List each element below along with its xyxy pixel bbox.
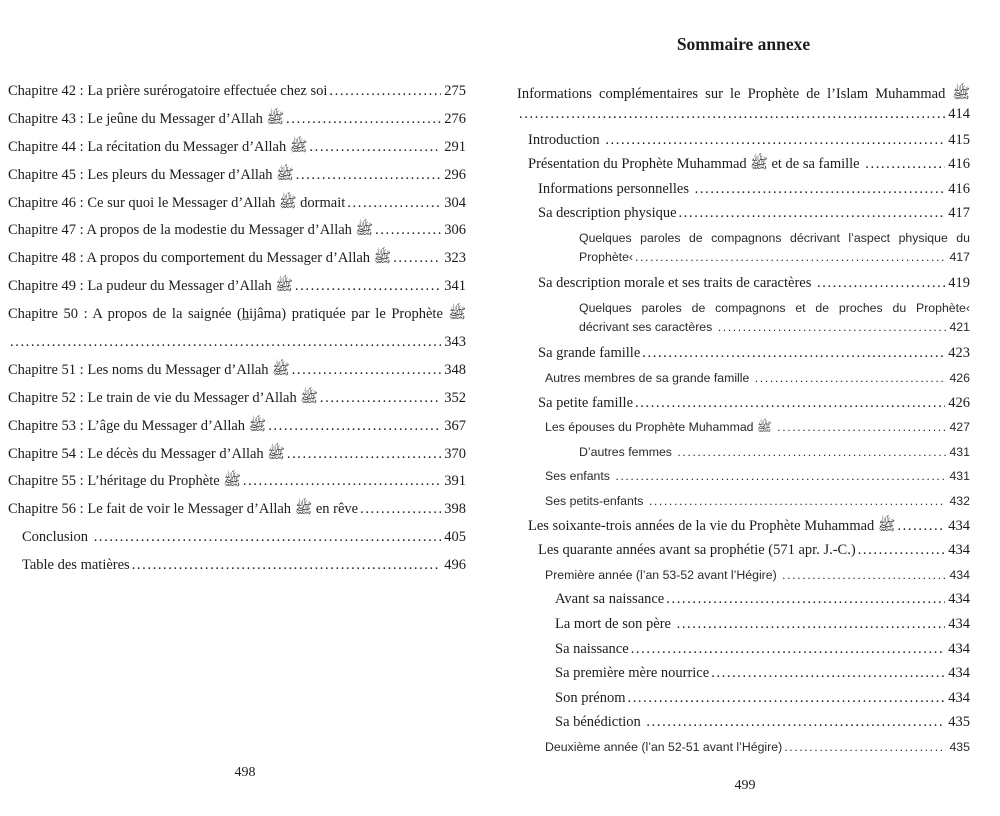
toc-entry-text: Introduction — [528, 131, 604, 148]
toc-entry — [555, 690, 970, 707]
toc-entry-text: Sa petite famille — [538, 394, 634, 411]
right-page-number: 499 — [734, 778, 756, 793]
toc-entry — [528, 156, 970, 173]
toc-entry-text: Présentation du Prophète Muhammad ﷺ et de sa famille — [528, 156, 864, 173]
toc-entry-text: Les quarante années avant sa prophétie (571 apr. J.-C.) — [538, 542, 856, 559]
dot-leader — [865, 156, 945, 173]
toc-page-number: 405 — [444, 529, 466, 546]
toc-entry-text: La mort de son père — [555, 616, 675, 632]
dot-leader — [666, 591, 945, 608]
toc-entry — [545, 419, 970, 436]
right-toc-column — [517, 86, 970, 764]
toc-entry-leader-line — [517, 106, 970, 123]
toc-entry — [8, 418, 466, 435]
toc-page-number: 427 — [949, 420, 970, 435]
dot-leader — [94, 529, 442, 546]
dot-leader — [360, 501, 441, 518]
toc-entry-text: Ses enfants — [545, 469, 614, 484]
toc-entry — [8, 139, 466, 156]
toc-entry-text: Informations complémentaires sur le Prophète de l’Islam Muhammad ﷺ — [517, 86, 970, 102]
toc-page-number: 434 — [948, 665, 970, 682]
toc-entry — [528, 518, 970, 535]
dot-leader — [347, 195, 441, 212]
toc-page-number: 416 — [948, 156, 970, 173]
dot-leader — [309, 139, 441, 156]
toc-entry-text: Sa grande famille — [538, 345, 641, 362]
toc-page-number: 434 — [948, 542, 970, 559]
toc-entry-text: Chapitre 53 : L’âge du Messager d’Allah ﷺ — [8, 417, 267, 434]
dot-leader — [631, 641, 946, 658]
toc-entry — [545, 739, 970, 756]
toc-entry-text: Chapitre 42 : La prière surérogatoire effectuée chez soi — [8, 83, 328, 99]
toc-page-number: 435 — [948, 714, 970, 731]
toc-page-number: 417 — [948, 205, 970, 222]
dot-leader — [755, 370, 947, 387]
left-page-number: 498 — [234, 765, 256, 780]
dot-leader — [296, 167, 442, 184]
toc-entry — [538, 205, 970, 222]
toc-entry — [8, 390, 466, 407]
toc-page-number: 432 — [949, 494, 970, 509]
toc-entry — [8, 83, 466, 100]
toc-entry-text: Autres membres de sa grande famille — [545, 371, 753, 386]
toc-entry-text: Sa bénédiction — [555, 714, 645, 731]
toc-page-number: 348 — [444, 361, 466, 378]
toc-entry — [8, 278, 466, 295]
toc-entry-text: Table des matières — [22, 557, 130, 574]
toc-entry — [22, 529, 466, 546]
toc-page-number: 496 — [444, 557, 466, 574]
toc-page-number: 435 — [949, 739, 970, 754]
toc-entry-text: Les épouses du Prophète Muhammad ﷺ — [545, 420, 776, 435]
dot-leader — [320, 390, 441, 407]
toc-entry-text: Sa première mère nourrice — [555, 665, 710, 682]
toc-entry-text: Sa naissance — [555, 640, 629, 657]
toc-entry-text: Chapitre 54 : Le décès du Messager d’Allah ﷺ — [8, 445, 285, 462]
toc-page-number: 352 — [444, 389, 466, 406]
toc-entry — [8, 446, 466, 463]
dot-leader — [777, 419, 946, 436]
toc-page-number: 391 — [444, 473, 466, 490]
dot-leader — [782, 567, 946, 584]
toc-page-number: 370 — [444, 445, 466, 462]
toc-page-number: 426 — [949, 371, 970, 386]
toc-entry — [8, 195, 466, 212]
toc-page-number: 275 — [444, 83, 466, 99]
toc-entry — [555, 641, 970, 658]
toc-entry-text: Chapitre 52 : Le train de vie du Messager d’Allah ﷺ — [8, 389, 318, 406]
dot-leader — [268, 418, 441, 435]
toc-page-number: 434 — [948, 689, 970, 706]
dot-leader — [627, 690, 945, 707]
toc-entry — [555, 714, 970, 731]
toc-entry — [22, 557, 466, 574]
toc-page-number: 423 — [948, 345, 970, 362]
toc-entry — [538, 345, 970, 362]
toc-entry-text: Deuxième année (l’an 52-51 avant l’Hégire) — [545, 739, 783, 754]
toc-entry — [555, 665, 970, 682]
dot-leader — [858, 542, 946, 559]
toc-page-number: 415 — [948, 131, 970, 148]
toc-page-number: 306 — [444, 222, 466, 239]
dot-leader — [649, 493, 947, 510]
dot-leader — [677, 444, 946, 461]
toc-entry-text: Chapitre 49 : La pudeur du Messager d’Allah ﷺ — [8, 278, 293, 295]
toc-entry-text-continued: Prophète‹ — [579, 250, 634, 265]
toc-entry-text: Chapitre 43 : Le jeûne du Messager d’Allah ﷺ — [8, 110, 285, 127]
dot-leader — [635, 395, 945, 412]
dot-leader — [243, 473, 441, 490]
toc-entry — [545, 567, 970, 584]
dot-leader — [286, 111, 441, 128]
dot-leader — [635, 249, 946, 266]
toc-page-number: 398 — [444, 501, 466, 518]
toc-entry-text: Les soixante-trois années de la vie du Prophète Muhammad ﷺ — [528, 517, 896, 534]
toc-page-number: 434 — [948, 616, 970, 632]
toc-entry — [8, 222, 466, 239]
toc-entry-text: Chapitre 44 : La récitation du Messager d’Allah ﷺ — [8, 138, 308, 155]
toc-entry-text: Chapitre 55 : L’héritage du Prophète ﷺ — [8, 473, 241, 490]
toc-entry — [555, 591, 970, 608]
toc-page-number: 421 — [949, 320, 970, 335]
toc-entry — [8, 306, 466, 351]
toc-entry — [538, 275, 970, 292]
dot-leader — [375, 222, 441, 239]
toc-entry — [8, 362, 466, 379]
toc-page-number: 367 — [444, 417, 466, 434]
toc-entry-text: Chapitre 51 : Les noms du Messager d’Allah ﷺ — [8, 361, 290, 378]
toc-entry-leader-line — [8, 334, 466, 351]
toc-page-number: 431 — [949, 469, 970, 484]
toc-entry — [517, 86, 970, 123]
toc-entry — [8, 111, 466, 128]
toc-entry-text: Chapitre 48 : A propos du comportement du Messager d’Allah ﷺ — [8, 250, 392, 267]
dot-leader — [695, 181, 946, 198]
toc-page-number: 417 — [949, 250, 970, 265]
toc-entry-text: Chapitre 46 : Ce sur quoi le Messager d’Allah ﷺ dormait — [8, 194, 346, 211]
toc-entry-text: Conclusion — [22, 529, 92, 546]
dot-leader — [519, 106, 945, 123]
toc-entry-text: Sa description morale et ses traits de caractères — [538, 275, 815, 292]
dot-leader — [718, 319, 947, 336]
dot-leader — [10, 334, 441, 351]
toc-entry-text: Chapitre 47 : A propos de la modestie du Messager d’Allah ﷺ — [8, 222, 374, 239]
dot-leader — [615, 468, 946, 485]
dot-leader — [605, 132, 945, 149]
toc-page-number: 341 — [444, 278, 466, 295]
dot-leader — [711, 665, 945, 682]
toc-entry — [579, 300, 970, 337]
toc-entry-text: Avant sa naissance — [555, 591, 665, 608]
dot-leader — [784, 739, 946, 756]
dot-leader — [677, 616, 946, 633]
dot-leader — [646, 714, 945, 731]
toc-entry — [528, 132, 970, 149]
toc-entry — [8, 473, 466, 490]
toc-entry — [8, 167, 466, 184]
toc-entry — [545, 468, 970, 485]
toc-entry-text: Informations personnelles — [538, 180, 693, 197]
toc-entry — [538, 181, 970, 198]
toc-page-number: 431 — [949, 444, 970, 459]
toc-page-number: 323 — [444, 250, 466, 267]
toc-page-number: 416 — [948, 180, 970, 197]
toc-page-number: 414 — [948, 105, 970, 122]
dot-leader — [393, 250, 441, 267]
toc-page-number: 434 — [948, 640, 970, 657]
toc-entry — [555, 616, 970, 633]
toc-entry-text: Chapitre 56 : Le fait de voir le Messager d’Allah ﷺ en rêve — [8, 501, 359, 518]
toc-entry-leader-line — [579, 319, 970, 336]
toc-entry-text: Première année (l’an 53-52 avant l’Hégire) — [545, 567, 781, 582]
toc-entry-text: Chapitre 45 : Les pleurs du Messager d’Allah ﷺ — [8, 166, 294, 183]
toc-entry-leader-line — [579, 249, 970, 266]
dot-leader — [329, 83, 441, 100]
toc-entry-text: Quelques paroles de compagnons et de proches du Prophète‹ — [579, 300, 970, 315]
toc-page-number: 434 — [948, 591, 970, 608]
toc-page-number: 304 — [444, 194, 466, 211]
toc-entry — [579, 230, 970, 267]
toc-page-number: 343 — [444, 334, 466, 351]
toc-entry-text-continued: décrivant ses caractères — [579, 320, 716, 335]
toc-entry-text: Son prénom — [555, 689, 626, 706]
toc-page-number: 291 — [444, 138, 466, 155]
toc-entry-text: Sa description physique — [538, 205, 677, 222]
toc-entry-text: Chapitre 50 : A propos de la saignée (h̲ijâma) pratiquée par le Prophète ﷺ — [8, 306, 466, 323]
annex-summary-title: Sommaire annexe — [676, 34, 811, 54]
toc-page-number: 434 — [949, 567, 970, 582]
toc-entry-text: Quelques paroles de compagnons décrivant l’aspect physique du — [579, 230, 970, 245]
dot-leader — [287, 446, 441, 463]
dot-leader — [132, 557, 442, 574]
toc-entry — [545, 370, 970, 387]
toc-entry — [8, 250, 466, 267]
toc-entry — [538, 395, 970, 412]
left-toc-column — [8, 83, 466, 585]
toc-entry-text: Ses petits-enfants — [545, 494, 647, 509]
dot-leader — [642, 345, 945, 362]
toc-entry — [579, 444, 970, 461]
dot-leader — [817, 275, 945, 292]
dot-leader — [679, 205, 946, 222]
toc-page-number: 419 — [948, 275, 970, 292]
dot-leader — [295, 278, 441, 295]
dot-leader — [292, 362, 442, 379]
toc-page-number: 296 — [444, 166, 466, 183]
toc-page-number: 426 — [948, 394, 970, 411]
dot-leader — [897, 518, 945, 535]
toc-entry-text: D’autres femmes — [579, 444, 676, 459]
toc-entry — [545, 493, 970, 510]
toc-entry — [8, 501, 466, 518]
toc-page-number: 434 — [948, 517, 970, 534]
toc-entry — [538, 542, 970, 559]
toc-page-number: 276 — [444, 110, 466, 127]
